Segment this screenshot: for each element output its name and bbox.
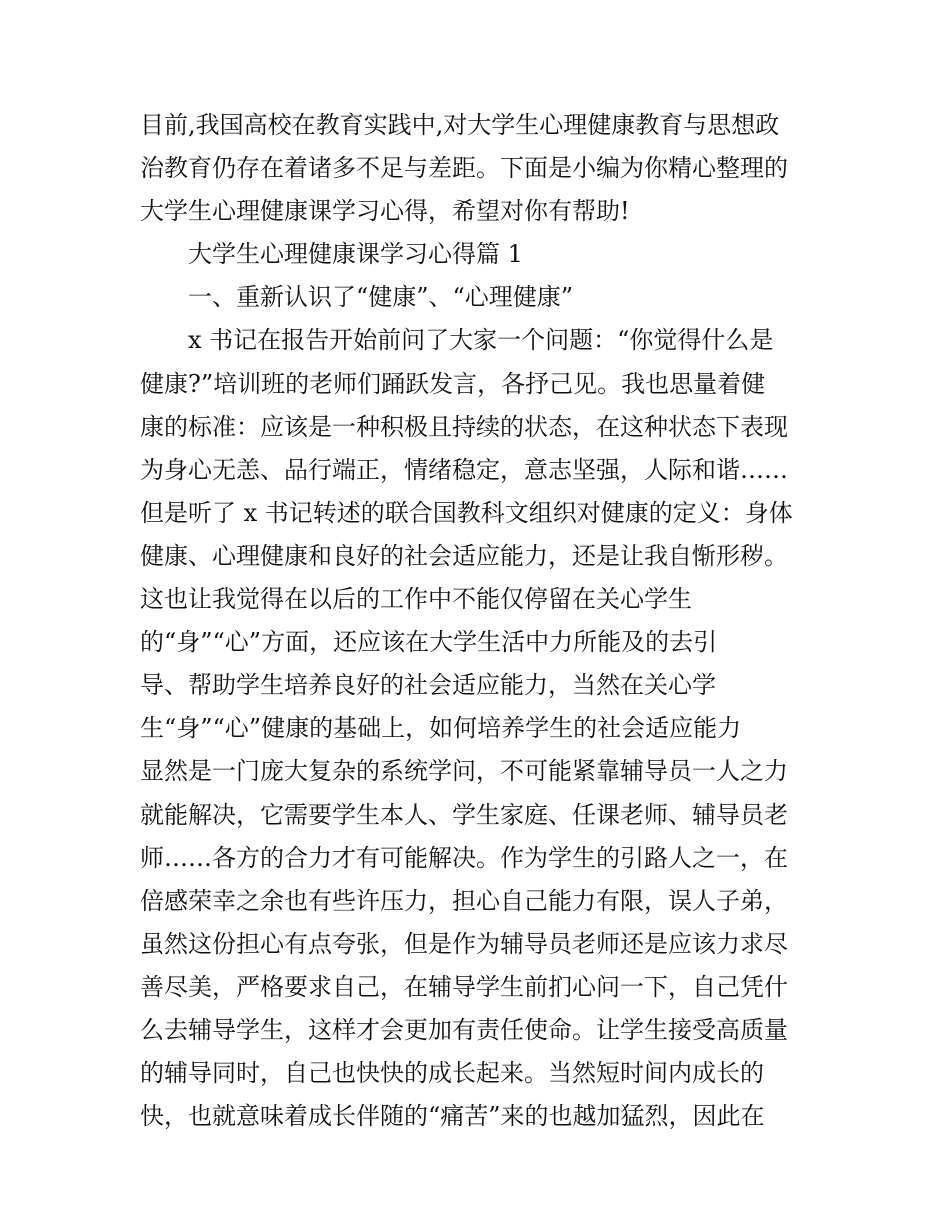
text-line: 导、帮助学生培养良好的社会适应能力，当然在关心学	[140, 671, 716, 700]
text-line: 目前,我国高校在教育实践中,对大学生心理健康教育与思想政	[140, 111, 780, 139]
text-line: x 书记在报告开始前问了大家一个问题：“你觉得什么是	[188, 326, 774, 355]
section-heading: 一、重新认识了“健康”、“心理健康”	[188, 283, 574, 312]
text-line: 的“身”“心”方面，还应该在大学生活中力所能及的去引	[140, 628, 718, 657]
text-line: 虽然这份担心有点夸张，但是作为辅导员老师还是应该力求尽	[140, 929, 788, 958]
text-line: 善尽美，严格要求自己，在辅导学生前扪心问一下，自己凭什	[140, 972, 788, 1001]
text-line: 健康、心理健康和良好的社会适应能力，还是让我自惭形秽。	[140, 541, 788, 570]
text-line: 康的标准：应该是一种积极且持续的状态，在这种状态下表现	[140, 412, 788, 441]
text-line: 生“身”“心”健康的基础上，如何培养学生的社会适应能力	[140, 714, 742, 743]
text-line: 治教育仍存在着诸多不足与差距。下面是小编为你精心整理的	[140, 154, 788, 183]
text-line: 的辅导同时，自己也快快的成长起来。当然短时间内成长的	[140, 1059, 764, 1088]
text-line: 快，也就意味着成长伴随的“痛苦”来的也越加猛烈，因此在	[140, 1102, 765, 1131]
text-line: 倍感荣幸之余也有些许压力，担心自己能力有限，误人子弟，	[140, 886, 788, 915]
text-line: 显然是一门庞大复杂的系统学问，不可能紧靠辅导员一人之力	[140, 757, 788, 786]
section-title: 大学生心理健康课学习心得篇 1	[188, 240, 523, 269]
text-line: 健康?”培训班的老师们踊跃发言，各抒己见。我也思量着健	[140, 369, 766, 398]
body-text	[140, 104, 820, 1138]
text-line: 为身心无恙、品行端正，情绪稳定，意志坚强，人际和谐……	[140, 455, 788, 484]
text-line: 师……各方的合力才有可能解决。作为学生的引路人之一，在	[140, 843, 788, 872]
text-line: 但是听了 x 书记转述的联合国教科文组织对健康的定义：身体	[140, 498, 793, 527]
text-line: 么去辅导学生，这样才会更加有责任使命。让学生接受高质量	[140, 1015, 788, 1044]
text-line: 这也让我觉得在以后的工作中不能仅停留在关心学生	[140, 585, 692, 614]
text-line: 就能解决，它需要学生本人、学生家庭、任课老师、辅导员老	[140, 800, 788, 829]
text-line: 大学生心理健康课学习心得，希望对你有帮助!	[140, 197, 630, 226]
